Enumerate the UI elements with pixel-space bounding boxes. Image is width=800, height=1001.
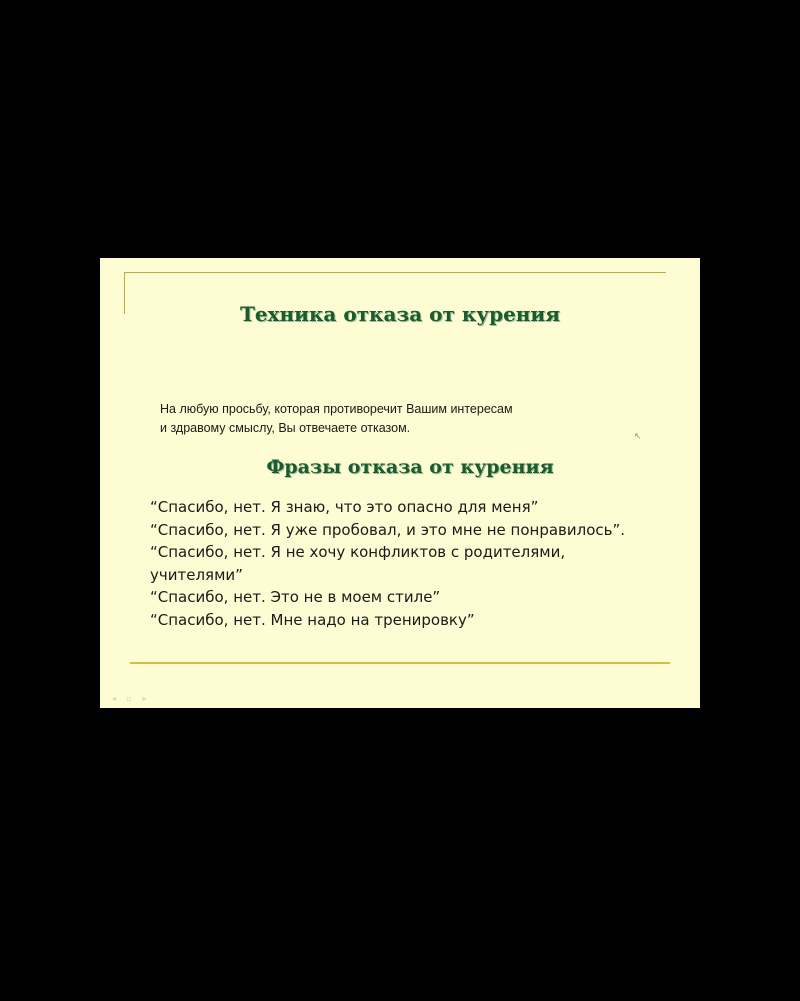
slide-frame-top-line bbox=[124, 272, 666, 273]
slide-title: Техника отказа от курения bbox=[239, 302, 561, 326]
refusal-phrase: “Спасибо, нет. Я знаю, что это опасно для меня” bbox=[150, 498, 539, 516]
refusal-phrase: “Спасибо, нет. Я не хочу конфликтов с родителями, учителями” bbox=[150, 543, 566, 584]
slide-navigation-icon[interactable]: ◂ ▫ ▸ bbox=[112, 694, 151, 703]
intro-line-1: На любую просьбу, которая противоречит Вашим интересам bbox=[160, 402, 513, 416]
refusal-phrase: “Спасибо, нет. Мне надо на тренировку” bbox=[150, 610, 475, 629]
mouse-pointer-icon: ↖ bbox=[634, 432, 642, 442]
refusal-phrase: “Спасибо, нет. Я уже пробовал, и это мне не понравилось”. bbox=[150, 520, 626, 539]
refusal-phrase: “Спасибо, нет. Это не в моем стиле” bbox=[150, 588, 441, 606]
presentation-slide bbox=[100, 258, 700, 708]
slide-frame-bottom-line bbox=[130, 662, 670, 664]
slide-subtitle: Фразы отказа от курения bbox=[266, 456, 554, 478]
intro-paragraph bbox=[160, 400, 680, 438]
refusal-phrase-list bbox=[150, 496, 650, 631]
intro-line-2: и здравому смыслу, Вы отвечаете отказом. bbox=[160, 421, 411, 435]
